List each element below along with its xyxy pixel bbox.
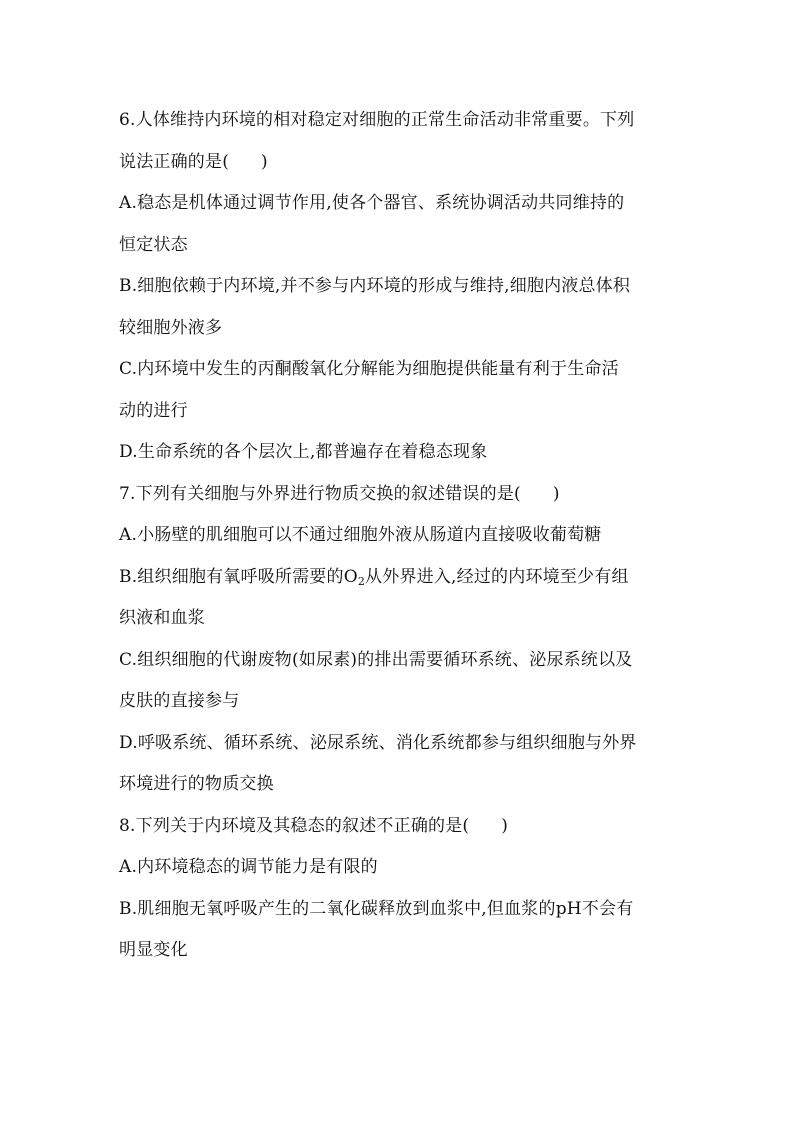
question-7-option-d: D.呼吸系统、循环系统、泌尿系统、消化系统都参与组织细胞与外界: [119, 732, 637, 753]
question-6-option-a-cont: 恒定状态: [119, 234, 188, 255]
question-6-option-b-cont: 较细胞外液多: [119, 317, 223, 338]
question-list: [119, 100, 679, 972]
question-6-option-c: C.内环境中发生的丙酮酸氧化分解能为细胞提供能量有利于生命活: [119, 359, 619, 379]
question-8-stem: 8.下列关于内环境及其稳态的叙述不正确的是( ): [119, 815, 509, 836]
question-7-option-c-cont: 皮肤的直接参与: [119, 691, 240, 711]
subscript: 2: [357, 574, 366, 588]
question-8-option-b-cont: 明显变化: [119, 940, 188, 960]
question-7: [119, 474, 679, 806]
question-7-option-a: A.小肠壁的肌细胞可以不通过细胞外液从肠道内直接吸收葡萄糖: [119, 525, 602, 545]
question-6: [119, 100, 679, 474]
question-8: [119, 806, 679, 972]
question-6-option-d: D.生命系统的各个层次上,都普遍存在着稳态现象: [119, 442, 488, 462]
question-6-stem-line-1: 6.人体维持内环境的相对稳定对细胞的正常生命活动非常重要。下列: [119, 110, 635, 130]
question-7-option-d-cont: 环境进行的物质交换: [119, 774, 274, 794]
question-6-option-b: B.细胞依赖于内环境,并不参与内环境的形成与维持,细胞内液总体积: [119, 276, 631, 296]
question-7-stem: 7.下列有关细胞与外界进行物质交换的叙述错误的是( ): [119, 483, 560, 504]
question-7-option-b-cont: 织液和血浆: [119, 608, 205, 628]
question-6-stem-line-2: 说法正确的是( ): [119, 151, 268, 172]
question-7-option-c: C.组织细胞的代谢废物(如尿素)的排出需要循环系统、泌尿系统以及: [119, 649, 633, 670]
question-8-option-b: B.肌细胞无氧呼吸产生的二氧化碳释放到血浆中,但血浆的pH不会有: [119, 898, 634, 919]
question-7-option-b: B.组织细胞有氧呼吸所需要的$O_2$从外界进入,经过的内环境至少有组: [119, 566, 629, 588]
question-6-option-a: A.稳态是机体通过调节作用,使各个器官、系统协调活动共同维持的: [119, 193, 625, 213]
question-6-option-c-cont: 动的进行: [119, 400, 188, 421]
question-8-option-a: A.内环境稳态的调节能力是有限的: [119, 857, 378, 877]
